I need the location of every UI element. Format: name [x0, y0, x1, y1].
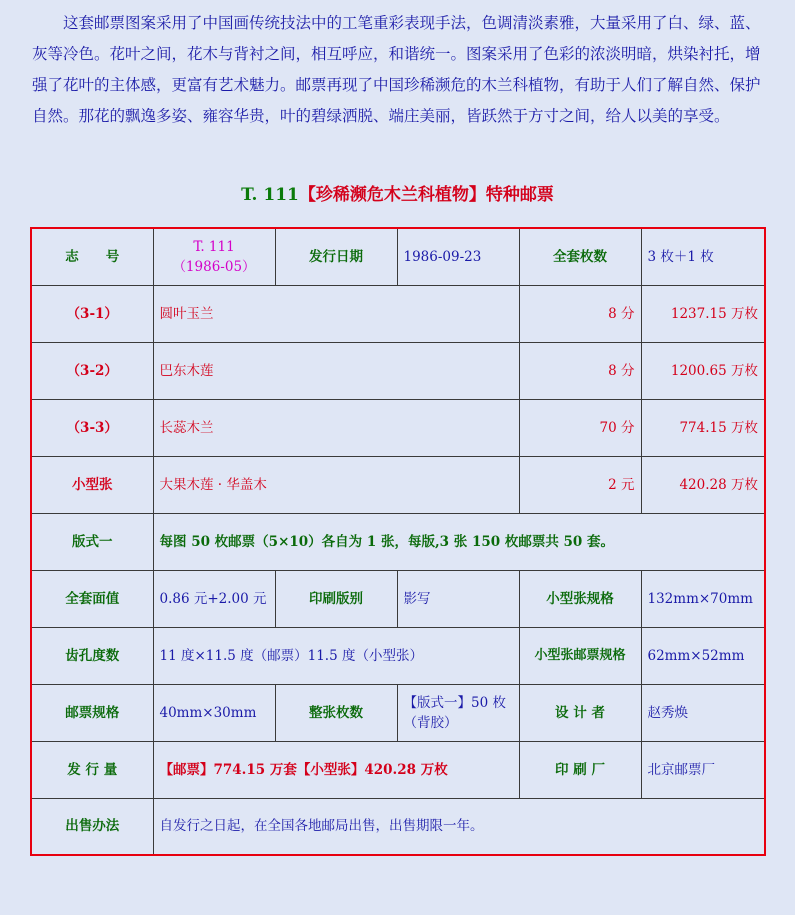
stamp-id: （3-2） — [31, 342, 153, 399]
table-row — [31, 228, 765, 285]
stamp-name: 巴东木莲 — [153, 342, 519, 399]
stamp-id: （3-1） — [31, 285, 153, 342]
issue-qty-label: 发 行 量 — [31, 741, 153, 798]
page-title — [0, 181, 795, 209]
sale-label: 出售办法 — [31, 798, 153, 855]
table-row — [31, 684, 765, 741]
issue-date-label: 发行日期 — [275, 228, 397, 285]
ms-size-value: 132mm×70mm — [641, 570, 765, 627]
stamp-id: 小型张 — [31, 456, 153, 513]
ms-stamp-size-label: 小型张邮票规格 — [519, 627, 641, 684]
zhihao-code: T. 111 — [193, 238, 235, 255]
stamp-size-value: 40mm×30mm — [153, 684, 275, 741]
issue-date-value: 1986-09-23 — [397, 228, 519, 285]
stamp-code: T. 111 — [241, 185, 299, 205]
printer-value: 北京邮票厂 — [641, 741, 765, 798]
stamp-name: 大果木莲 · 华盖木 — [153, 456, 519, 513]
zhihao-year: （1986-05） — [172, 258, 256, 275]
table-row — [31, 798, 765, 855]
table-row — [31, 285, 765, 342]
stamp-value: 70 分 — [519, 399, 641, 456]
perforation-value: 11 度×11.5 度（邮票）11.5 度（小型张） — [153, 627, 519, 684]
table-row — [31, 513, 765, 570]
stamp-id: （3-3） — [31, 399, 153, 456]
ms-size-label: 小型张规格 — [519, 570, 641, 627]
format-label: 版式一 — [31, 513, 153, 570]
table-row — [31, 570, 765, 627]
face-value-label: 全套面值 — [31, 570, 153, 627]
print-method-label: 印刷版别 — [275, 570, 397, 627]
stamp-name: 圆叶玉兰 — [153, 285, 519, 342]
table-row — [31, 342, 765, 399]
intro-paragraph: 这套邮票图案采用了中国画传统技法中的工笔重彩表现手法，色调清淡素雅，大量采用了白、绿、蓝、灰等冷色。花叶之间，花木与背衬之间，相互呼应，和谐统一。图案采用了色彩的浓淡明暗，烘染衬托，增强了花叶的主体感，更富有艺术魅力。邮票再现了中国珍稀濒危的木兰科植物，有助于人们了解自然、保护自然。那花的飘逸多姿、雍容华贵，叶的碧绿洒脱、端庄美丽，皆跃然于方寸之间，给人以美的享受。 — [32, 14, 761, 125]
stamp-size-label: 邮票规格 — [31, 684, 153, 741]
stamp-name: 长蕊木兰 — [153, 399, 519, 456]
stamp-quantity: 1200.65 万枚 — [641, 342, 765, 399]
table-row — [31, 741, 765, 798]
format-value: 每图 50 枚邮票（5×10）各自为 1 张，每版,3 张 150 枚邮票共 50 套。 — [153, 513, 765, 570]
face-value-value: 0.86 元+2.00 元 — [153, 570, 275, 627]
sale-value: 自发行之日起，在全国各地邮局出售，出售期限一年。 — [153, 798, 765, 855]
stamp-value: 2 元 — [519, 456, 641, 513]
set-count-label: 全套枚数 — [519, 228, 641, 285]
set-count-value: 3 枚＋1 枚 — [641, 228, 765, 285]
stamp-value: 8 分 — [519, 342, 641, 399]
stamp-quantity: 420.28 万枚 — [641, 456, 765, 513]
stamp-spec-table — [30, 227, 766, 856]
zhihao-label: 志 号 — [31, 228, 153, 285]
sheet-count-label: 整张枚数 — [275, 684, 397, 741]
printer-label: 印 刷 厂 — [519, 741, 641, 798]
perforation-label: 齿孔度数 — [31, 627, 153, 684]
table-row — [31, 456, 765, 513]
stamp-quantity: 774.15 万枚 — [641, 399, 765, 456]
stamp-set-name: 【珍稀濒危木兰科植物】特种邮票 — [298, 185, 554, 205]
stamp-value: 8 分 — [519, 285, 641, 342]
sheet-count-value: 【版式一】50 枚（背胶） — [397, 684, 519, 741]
stamp-quantity: 1237.15 万枚 — [641, 285, 765, 342]
ms-stamp-size-value: 62mm×52mm — [641, 627, 765, 684]
designer-label: 设 计 者 — [519, 684, 641, 741]
table-row — [31, 399, 765, 456]
zhihao-value — [153, 228, 275, 285]
print-method-value: 影写 — [397, 570, 519, 627]
issue-qty-value: 【邮票】774.15 万套【小型张】420.28 万枚 — [153, 741, 519, 798]
designer-value: 赵秀焕 — [641, 684, 765, 741]
table-row — [31, 627, 765, 684]
